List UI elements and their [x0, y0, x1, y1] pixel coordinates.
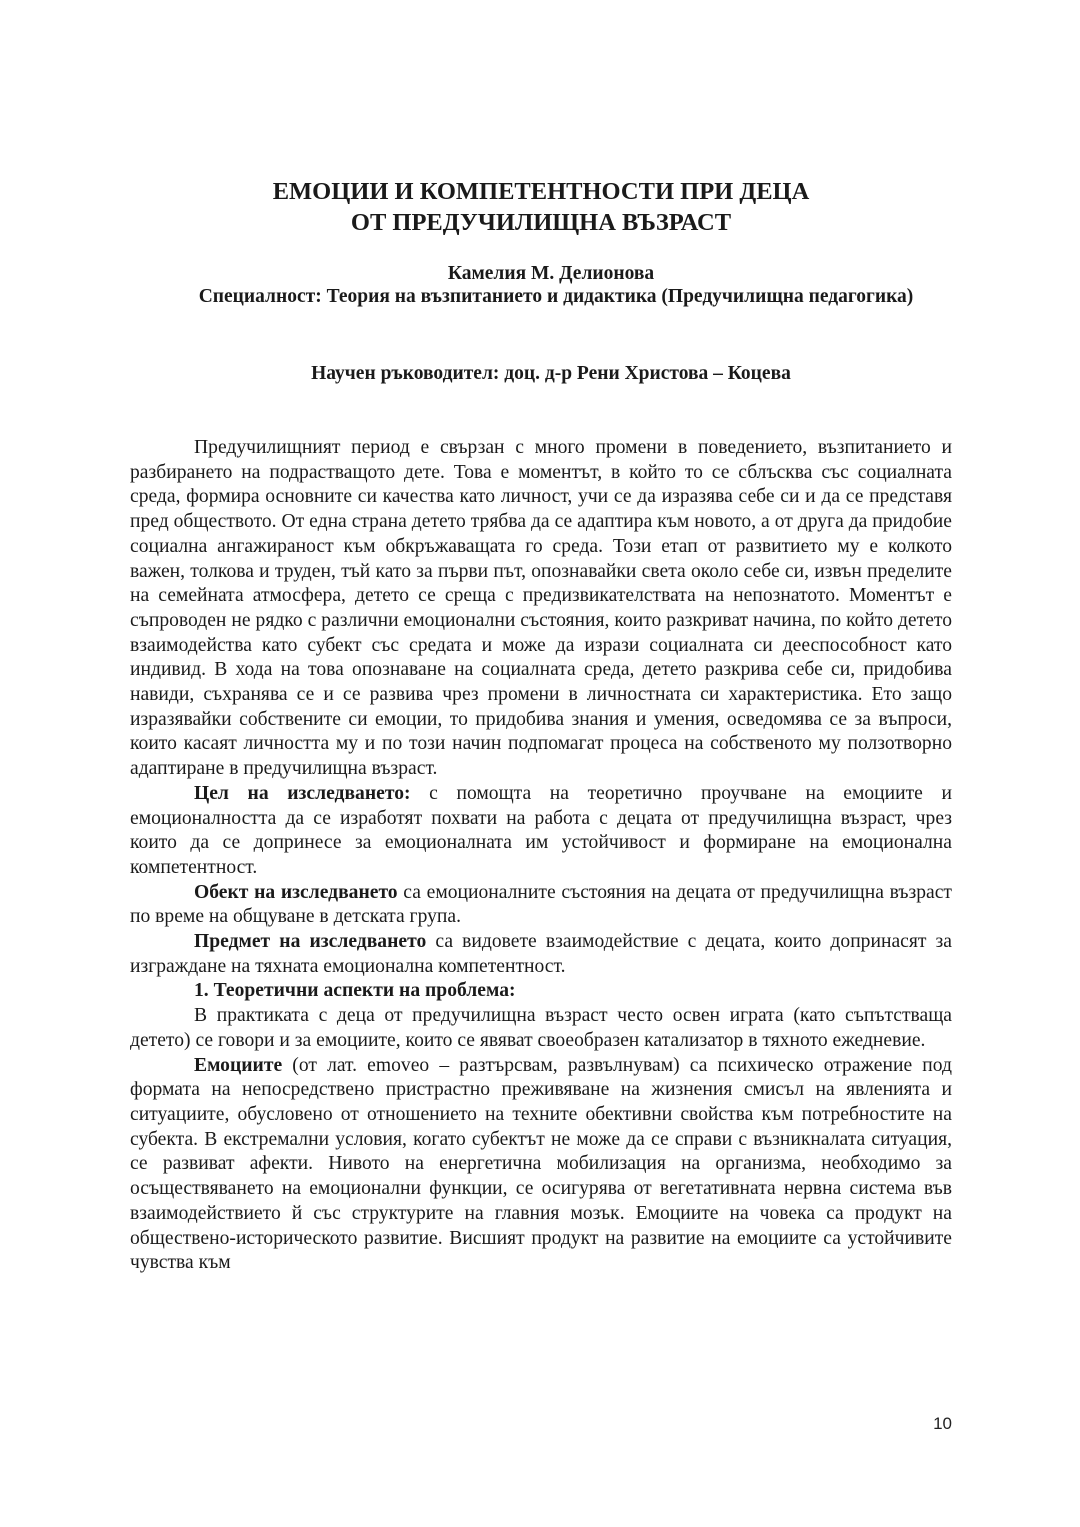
- object-label: Обект на изследването: [194, 881, 398, 903]
- page-number: 10: [933, 1414, 952, 1433]
- section-heading-1: 1. Теоретични аспекти на проблема:: [194, 980, 516, 1002]
- paragraph-object: [130, 881, 952, 930]
- object-text: са емоционалните състояния на децата от предучилищна възраст по време на общуване в детската група.: [130, 881, 952, 928]
- author-name: Камелия М. Делионова: [447, 263, 655, 284]
- paragraph-practice: В практиката с деца от предучилищна възраст често освен играта (като съпътстваща детето) се говори и за емоциите, които се явяват своеобразен катализатор в тяхното ежедневие.: [130, 1005, 952, 1051]
- title-line-1: ЕМОЦИИ И КОМПЕТЕНТНОСТИ ПРИ ДЕЦА: [272, 178, 810, 205]
- subject-text: са видовете взаимодействие с децата, които допринасят за изграждане на тяхната емоционална компетентност.: [130, 931, 952, 977]
- title-line-2: ОТ ПРЕДУЧИЛИЩНА ВЪЗРАСТ: [350, 209, 732, 236]
- emotions-text: (от лат. emoveo – разтърсвам, развълнувам) са психическо отражение под формата на непосредствено пристрастно преживяване на жизнения смисъл на явленията и ситуациите, обусловено от отношението на техните обективни свойства към потребностите на субекта. В екстремални условия, когато субектът не може да се справи с възникналата ситуация, се развиват афекти. Нивото на енергетична мобилизация на организма, необходимо за осъществяването на емоционални функции, се осигурява от вегетативната нервна система във взаимодействието й със структурите на главния мозък. Емоциите на човека са продукт на обществено-историческото развитие. Висшият продукт на развитие на емоциите са устойчивите чувства към: [130, 1054, 952, 1274]
- paper-body: [130, 436, 952, 1276]
- paragraph-goal: [130, 782, 952, 881]
- author-specialty: Специалност: Теория на възпитанието и дидактика (Предучилищна педагогика): [198, 286, 914, 307]
- paragraph-subject: [130, 930, 952, 979]
- subject-label: Предмет на изследването: [194, 931, 427, 953]
- scientific-advisor: Научен ръководител: доц. д-р Рени Христова – Коцева: [311, 363, 791, 384]
- emotions-label: Емоциите: [194, 1054, 283, 1076]
- paragraph-intro: Предучилищният период е свързан с много промени в поведението, възпитанието и разбирането на подрастващото дете. Това е моментът, в който то се сблъсква със социалната среда, формира основните си качества като личност, учи се да изразява себе си и да се представя пред обществото. От една страна детето трябва да се адаптира към новото, а от друга да придобие социална ангажираност към обкръжаващата го среда. Този етап от развитието му е колкото важен, толкова и труден, тъй като за първи път, опознавайки света около себе си, извън пределите на семейната атмосфера, детето се среща с предизвикателствата на непознатото. Моментът е съпроводен не рядко с различни емоционални състояния, които разкриват начина, по който детето взаимодейства като субект със средата и може да изрази социалната си дееспособност като индивид. В хода на това опознаване на социалната среда, детето разкрива себе си, придобива навиди, съхранява се и се развива чрез промени в личностната си характеристика. Ето защо изразявайки собствените си емоции, то придобива знания и умения, осведомява се за въпроси, които касаят личността му и по този начин подпомагат процеса на собственото му ползотворно адаптиране в предучилищна възраст.: [130, 437, 952, 780]
- goal-label: Цел на изследването:: [194, 782, 411, 804]
- author-block: [130, 262, 952, 308]
- goal-text: с помощта на теоретично проучване на емоциите и емоционалността да се изработят похвати на работа с децата от предучилищна възраст, чрез които да се допринесе за емоционалната им устойчивост и формиране на емоционална компетентност.: [130, 782, 952, 878]
- paragraph-emotions: [130, 1054, 952, 1276]
- paper-title: [130, 176, 952, 238]
